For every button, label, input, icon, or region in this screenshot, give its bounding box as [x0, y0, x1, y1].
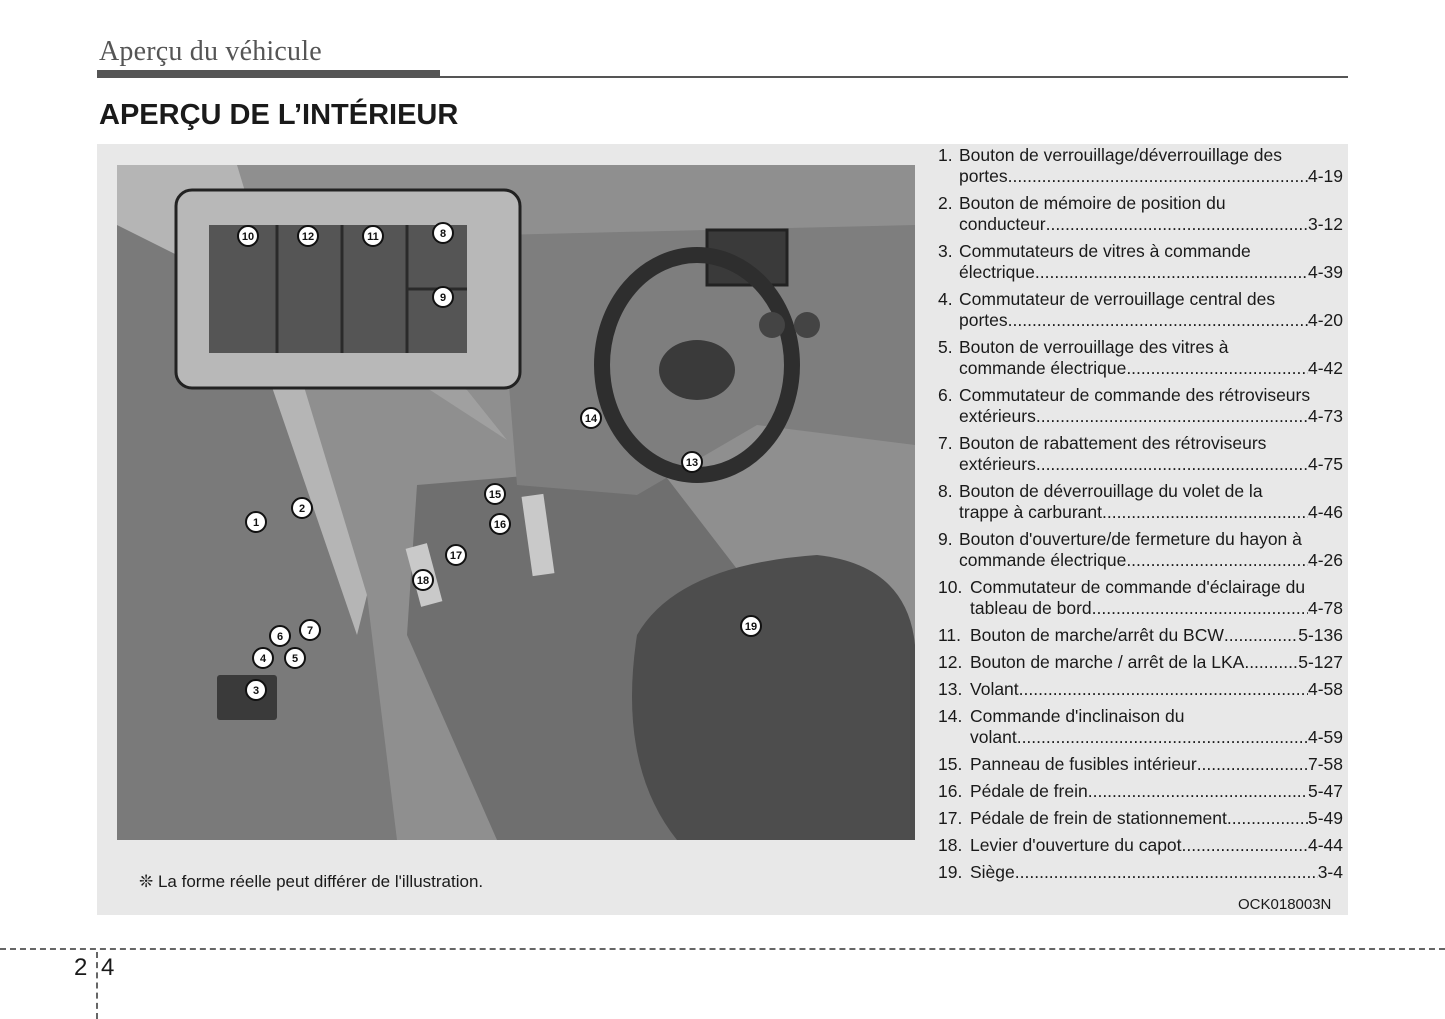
item-label: Bouton de rabattement des rétroviseurs: [959, 433, 1267, 453]
item-page-ref: 7-58: [1307, 754, 1343, 774]
item-page-ref: 4-26: [1307, 550, 1343, 570]
callout-marker: [253, 648, 273, 668]
item-label: Bouton de verrouillage des vitres à: [959, 337, 1229, 357]
driver-seat: [632, 555, 915, 840]
list-item: [938, 289, 1343, 331]
list-item: [938, 706, 1343, 748]
item-label: Bouton d'ouverture/de fermeture du hayon à: [959, 529, 1302, 549]
item-page-ref: 4-39: [1307, 262, 1343, 282]
item-label: conducteur: [959, 214, 1046, 234]
item-page-ref: 4-42: [1307, 358, 1343, 378]
callout-marker: [485, 484, 505, 504]
leader-dots: [1244, 652, 1298, 673]
item-label: Commutateur de commande d'éclairage du: [970, 577, 1306, 597]
item-page-ref: 5-136: [1298, 625, 1343, 645]
leader-dots: [1182, 835, 1308, 856]
callout-number: 8: [439, 228, 447, 240]
callout-marker: [682, 452, 702, 472]
list-item: [938, 679, 1343, 700]
leader-dots: [1036, 406, 1308, 427]
callout-number: 2: [298, 503, 306, 515]
list-item: [938, 577, 1343, 619]
callout-number: 16: [493, 519, 507, 531]
section-title: Aperçu du véhicule: [99, 36, 322, 67]
list-item: [938, 145, 1343, 187]
item-number: 3.: [938, 241, 953, 261]
item-label: Commutateurs de vitres à commande: [959, 241, 1251, 261]
list-item: [938, 754, 1343, 775]
item-label: trappe à carburant: [959, 502, 1103, 522]
leader-dots: [1008, 310, 1308, 331]
callout-marker: [285, 648, 305, 668]
item-label: Panneau de fusibles intérieur: [970, 754, 1197, 774]
list-item: [938, 781, 1343, 802]
steering-hub: [659, 340, 735, 400]
item-label: Bouton de verrouillage/déverrouillage des: [959, 145, 1282, 165]
item-label: portes: [959, 166, 1008, 186]
item-number: 15.: [938, 754, 963, 774]
leader-dots: [1035, 262, 1308, 283]
footer-rule: [0, 948, 1445, 950]
callout-number: 4: [259, 653, 267, 665]
callout-marker: [298, 226, 318, 246]
item-number: 4.: [938, 289, 953, 309]
item-page-ref: 5-127: [1298, 652, 1343, 672]
callout-marker: [413, 570, 433, 590]
list-item: [938, 241, 1343, 283]
callout-number: 17: [449, 550, 463, 562]
item-page-ref: 3-12: [1307, 214, 1343, 234]
callout-number: 11: [367, 231, 379, 243]
page-section-number: 2: [74, 954, 88, 981]
callout-number: 19: [744, 621, 758, 633]
item-label: Commande d'inclinaison du: [970, 706, 1185, 726]
leader-dots: [1036, 454, 1308, 475]
item-label: extérieurs: [959, 454, 1036, 474]
leader-dots: [1126, 550, 1308, 571]
callout-marker: [270, 626, 290, 646]
item-number: 9.: [938, 529, 953, 549]
item-page-ref: 5-49: [1307, 808, 1343, 828]
callout-marker: [246, 680, 266, 700]
callout-marker: [581, 408, 601, 428]
list-item: [938, 835, 1343, 856]
item-number: 12.: [938, 652, 963, 672]
item-number: 13.: [938, 679, 963, 699]
callout-number: 6: [276, 631, 284, 643]
item-label: tableau de bord: [970, 598, 1092, 618]
item-label: extérieurs: [959, 406, 1036, 426]
callout-number: 18: [416, 575, 430, 587]
item-number: 17.: [938, 808, 963, 828]
item-page-ref: 4-75: [1307, 454, 1343, 474]
callout-number: 10: [241, 231, 255, 243]
item-page-ref: 4-44: [1307, 835, 1343, 855]
item-number: 6.: [938, 385, 953, 405]
item-page-ref: 4-59: [1307, 727, 1343, 747]
leader-dots: [1017, 727, 1308, 748]
item-label: Levier d'ouverture du capot: [970, 835, 1182, 855]
item-label: Pédale de frein: [970, 781, 1088, 801]
interior-illustration: [117, 165, 915, 840]
list-item: [938, 862, 1343, 883]
callout-marker: [741, 616, 761, 636]
item-number: 16.: [938, 781, 963, 801]
item-number: 11.: [938, 625, 962, 645]
item-label: électrique: [959, 262, 1035, 282]
item-label: Commutateur de verrouillage central des: [959, 289, 1276, 309]
callout-number: 13: [685, 457, 699, 469]
list-item: [938, 625, 1343, 646]
item-number: 14.: [938, 706, 963, 726]
list-item: [938, 337, 1343, 379]
item-label: Bouton de marche/arrêt du BCW: [970, 625, 1224, 645]
leader-dots: [1046, 214, 1308, 235]
leader-dots: [1197, 754, 1308, 775]
header-rule-thick: [97, 70, 440, 78]
item-label: Bouton de mémoire de position du: [959, 193, 1226, 213]
callout-marker: [433, 287, 453, 307]
air-vent: [794, 312, 820, 338]
item-page-ref: 4-19: [1307, 166, 1343, 186]
item-number: 2.: [938, 193, 953, 213]
item-label: volant: [970, 727, 1017, 747]
page-title: APERÇU DE L’INTÉRIEUR: [99, 99, 459, 131]
list-item: [938, 808, 1343, 829]
callout-number: 15: [488, 489, 502, 501]
item-page-ref: 5-47: [1307, 781, 1343, 801]
air-vent: [759, 312, 785, 338]
component-list: [938, 145, 1343, 889]
header-rule-thin: [440, 76, 1348, 78]
list-item: [938, 385, 1343, 427]
item-page-ref: 4-58: [1307, 679, 1343, 699]
leader-dots: [1102, 502, 1308, 523]
callout-marker: [490, 514, 510, 534]
item-number: 10.: [938, 577, 963, 597]
callout-number: 12: [301, 231, 315, 243]
leader-dots: [1224, 625, 1298, 646]
leader-dots: [1126, 358, 1308, 379]
page-divider: [96, 952, 98, 1019]
callout-number: 3: [252, 685, 260, 697]
item-label: Bouton de marche / arrêt de la LKA: [970, 652, 1245, 672]
callout-number: 7: [306, 625, 314, 637]
list-item: [938, 193, 1343, 235]
list-item: [938, 652, 1343, 673]
item-page-ref: 4-78: [1307, 598, 1343, 618]
leader-dots: [1092, 598, 1308, 619]
callout-marker: [446, 545, 466, 565]
item-label: Bouton de déverrouillage du volet de la: [959, 481, 1263, 501]
item-page-ref: 4-20: [1307, 310, 1343, 330]
item-number: 5.: [938, 337, 953, 357]
item-label: Volant: [970, 679, 1019, 699]
callout-marker: [363, 226, 383, 246]
leader-dots: [1019, 679, 1308, 700]
item-label: Siège: [970, 862, 1015, 882]
leader-dots: [1008, 166, 1308, 187]
item-label: Pédale de frein de stationnement: [970, 808, 1227, 828]
callout-number: 5: [291, 653, 299, 665]
item-label: portes: [959, 310, 1008, 330]
callout-marker: [246, 512, 266, 532]
item-number: 1.: [938, 145, 953, 165]
figure-code: OCK018003N: [1238, 896, 1332, 913]
item-page-ref: 3-4: [1317, 862, 1343, 882]
item-number: 8.: [938, 481, 953, 501]
item-page-ref: 4-46: [1307, 502, 1343, 522]
item-label: commande électrique: [959, 358, 1127, 378]
list-item: [938, 529, 1343, 571]
callout-marker: [238, 226, 258, 246]
callout-marker: [433, 223, 453, 243]
item-number: 18.: [938, 835, 963, 855]
leader-dots: [1088, 781, 1308, 802]
page-number: 4: [101, 954, 115, 981]
callout-marker: [292, 498, 312, 518]
item-page-ref: 4-73: [1307, 406, 1343, 426]
leader-dots: [1227, 808, 1308, 829]
item-number: 19.: [938, 862, 963, 882]
list-item: [938, 433, 1343, 475]
leader-dots: [1015, 862, 1318, 883]
callout-number: 14: [584, 413, 598, 425]
item-label: Commutateur de commande des rétroviseurs: [959, 385, 1311, 405]
item-number: 7.: [938, 433, 953, 453]
window-switch-cluster: [217, 675, 277, 720]
item-label: commande électrique: [959, 550, 1127, 570]
callout-marker: [300, 620, 320, 640]
list-item: [938, 481, 1343, 523]
callout-number: 1: [252, 517, 260, 529]
illustration-note: ❊ La forme réelle peut différer de l'illustration.: [139, 872, 484, 891]
callout-number: 9: [439, 292, 447, 304]
